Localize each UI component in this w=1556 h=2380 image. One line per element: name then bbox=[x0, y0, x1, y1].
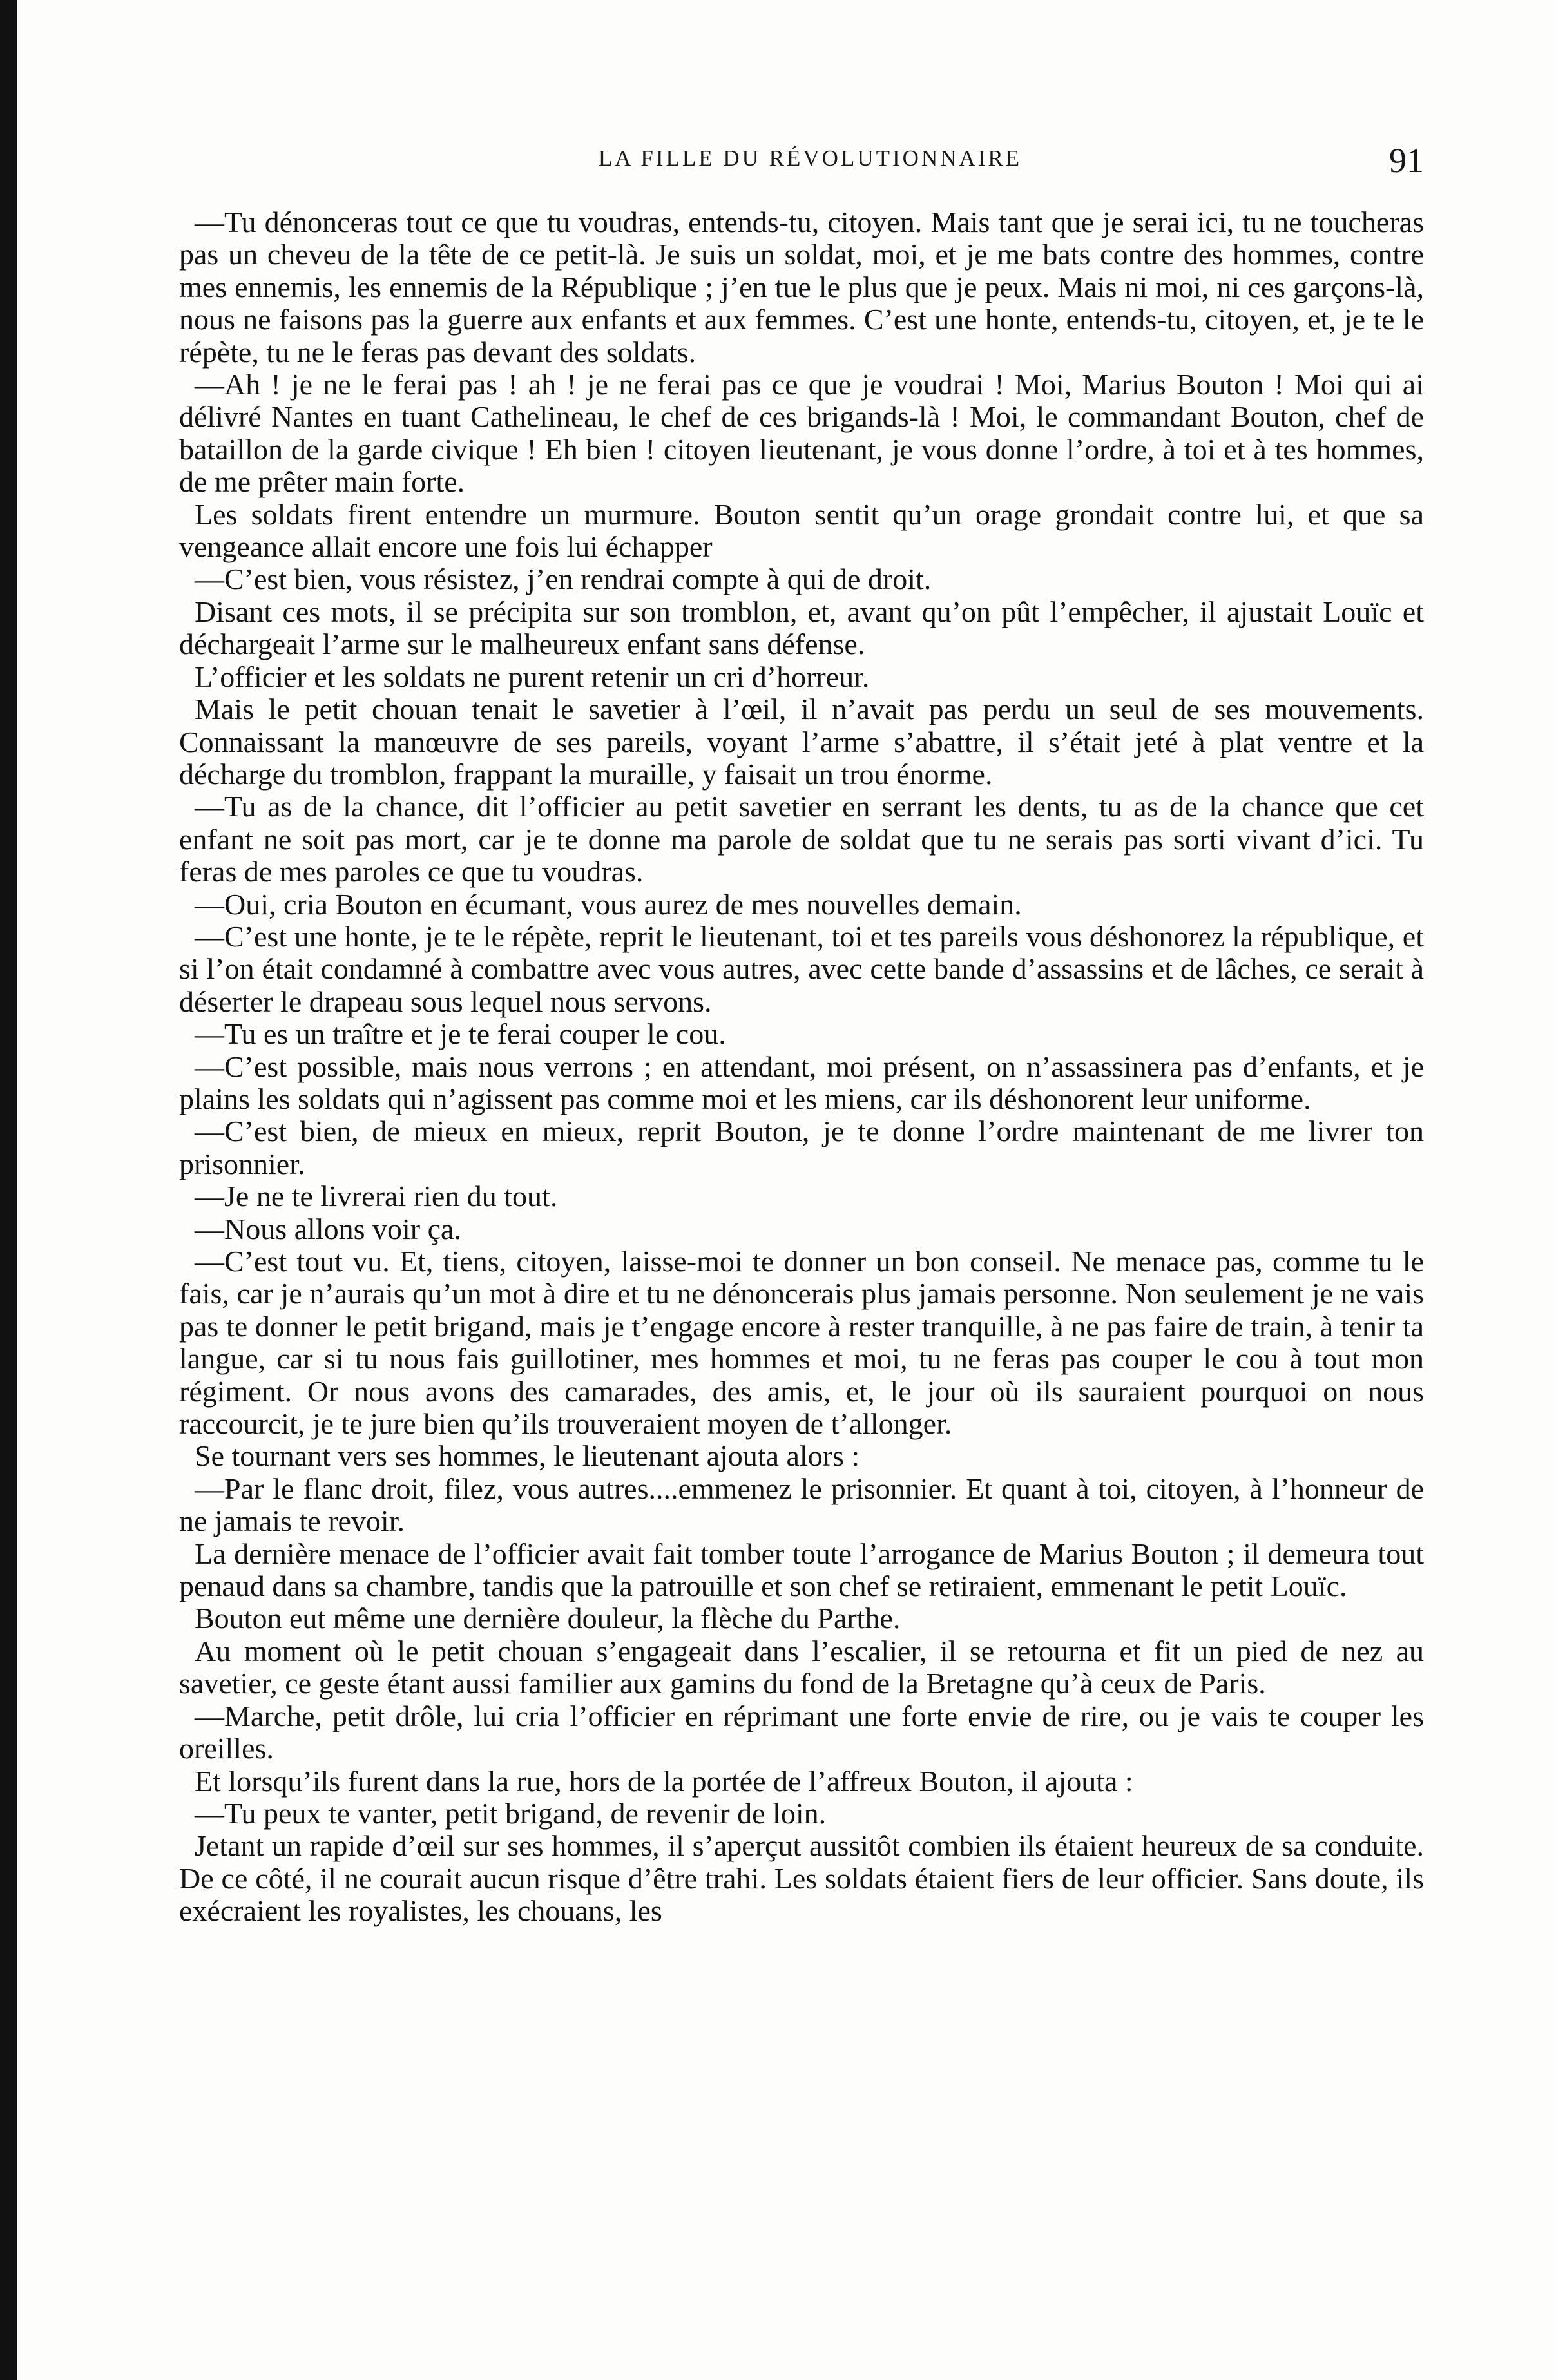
paragraph: Au moment où le petit chouan s’engageait dans l’escalier, il se retourna et fit un pied de nez au savetier, ce geste étant aussi familier aux gamins du fond de la Bretagne qu’à ceux de Paris. bbox=[179, 1634, 1424, 1700]
paragraph: —Tu as de la chance, dit l’officier au petit savetier en serrant les dents, tu as de la chance que cet enfant ne soit pas mort, car je te donne ma parole de soldat que tu ne serais pas sorti vivant d’ici. Tu feras de mes paroles ce que tu voudras. bbox=[179, 790, 1424, 888]
paragraph: —Marche, petit drôle, lui cria l’officier en réprimant une forte envie de rire, ou je vais te couper les oreilles. bbox=[179, 1699, 1424, 1765]
body-text bbox=[179, 206, 1424, 1928]
binding-edge bbox=[0, 0, 17, 2380]
running-title: LA FILLE DU RÉVOLUTIONNAIRE bbox=[598, 146, 1023, 171]
paragraph: Mais le petit chouan tenait le savetier à l’œil, il n’avait pas perdu un seul de ses mouvements. Connaissant la manœuvre de ses pareils, voyant l’arme s’abattre, il s’était jeté à plat ventre et la décharge du tromblon, frappant la muraille, y faisait un trou énorme. bbox=[179, 693, 1424, 791]
paragraph: —C’est bien, vous résistez, j’en rendrai compte à qui de droit. bbox=[195, 562, 932, 596]
paragraph: —Tu es un traître et je te ferai couper le cou. bbox=[195, 1017, 726, 1051]
paragraph: Les soldats firent entendre un murmure. Bouton sentit qu’un orage grondait contre lui, et que sa vengeance allait encore une fois lui échapper bbox=[179, 497, 1424, 564]
paragraph: —Ah ! je ne le ferai pas ! ah ! je ne ferai pas ce que je voudrai ! Moi, Marius Bouton ! Moi qui ai délivré Nantes en tuant Cathelineau, le chef de ces brigands-là ! Moi, le commandant Bouton, chef de bataillon de la garde civique ! Eh bien ! citoyen lieutenant, je vous donne l’ordre, à toi et à tes hommes, de me prêter main forte. bbox=[179, 368, 1424, 499]
page-header bbox=[197, 140, 1424, 186]
paragraph: Bouton eut même une dernière douleur, la flèche du Parthe. bbox=[195, 1602, 901, 1635]
paragraph: —C’est une honte, je te le répète, reprit le lieutenant, toi et tes pareils vous déshonorez la république, et si l’on était condamné à combattre avec vous autres, avec cette bande d’assassins et de lâches, ce serait à déserter le drapeau sous lequel nous servons. bbox=[179, 919, 1424, 1018]
paragraph: Disant ces mots, il se précipita sur son tromblon, et, avant qu’on pût l’empêcher, il ajustait Louïc et déchargeait l’arme sur le malheureux enfant sans défense. bbox=[179, 595, 1424, 661]
paragraph: Se tournant vers ses hommes, le lieutenant ajouta alors : bbox=[195, 1439, 860, 1473]
paragraph: La dernière menace de l’officier avait fait tomber toute l’arrogance de Marius Bouton ; il demeura tout penaud dans sa chambre, tandis que la patrouille et son chef se retiraient, emmenant le petit Louïc. bbox=[179, 1537, 1424, 1603]
paragraph: —C’est possible, mais nous verrons ; en attendant, moi présent, on n’assassinera pas d’enfants, et je plains les soldats qui n’agissent pas comme moi et les miens, car ils déshonorent leur uniforme. bbox=[179, 1050, 1424, 1115]
paragraph: —C’est tout vu. Et, tiens, citoyen, laisse-moi te donner un bon conseil. Ne menace pas, comme tu le fais, car je n’aurais qu’un mot à dire et tu ne dénoncerais plus jamais personne. Non seulement je ne vais pas te donner le petit brigand, mais je t’engage encore à rester tranquille, à ne pas faire de train, à tenir ta langue, car si tu nous fais guillotiner, mes hommes et moi, tu ne feras pas couper le cou à tout mon régiment. Or nous avons des camarades, des amis, et, le jour où ils sauraient pourquoi on nous raccourcit, je te jure bien qu’ils trouveraient moyen de t’allonger. bbox=[179, 1245, 1424, 1441]
page-number: 91 bbox=[1389, 141, 1424, 180]
paragraph: Jetant un rapide d’œil sur ses hommes, il s’aperçut aussitôt combien ils étaient heureux de sa conduite. De ce côté, il ne courait aucun risque d’être trahi. Les soldats étaient fiers de leur officier. Sans doute, ils exécraient les royalistes, les chouans, les bbox=[179, 1829, 1424, 1928]
paragraph: —Par le flanc droit, filez, vous autres....emmenez le prisonnier. Et quant à toi, citoyen, à l’honneur de ne jamais te revoir. bbox=[179, 1472, 1424, 1538]
paragraph: Et lorsqu’ils furent dans la rue, hors de la portée de l’affreux Bouton, il ajouta : bbox=[195, 1764, 1133, 1798]
paragraph: —C’est bien, de mieux en mieux, reprit Bouton, je te donne l’ordre maintenant de me livrer ton prisonnier. bbox=[179, 1115, 1424, 1180]
paragraph: —Nous allons voir ça. bbox=[195, 1212, 461, 1245]
paragraph: L’officier et les soldats ne purent retenir un cri d’horreur. bbox=[195, 660, 870, 693]
paragraph: —Oui, cria Bouton en écumant, vous aurez de mes nouvelles demain. bbox=[195, 887, 1022, 921]
paragraph: —Tu dénonceras tout ce que tu voudras, entends-tu, citoyen. Mais tant que je serai ici, tu ne toucheras pas un cheveu de la tête de ce petit-là. Je suis un soldat, moi, et je me bats contre des hommes, contre mes ennemis, les ennemis de la République ; j’en tue le plus que je peux. Mais ni moi, ni ces garçons-là, nous ne faisons pas la guerre aux enfants et aux femmes. C’est une honte, entends-tu, citoyen, et, je te le répète, tu ne le feras pas devant des soldats. bbox=[179, 206, 1424, 369]
paragraph: —Je ne te livrerai rien du tout. bbox=[195, 1180, 558, 1213]
paragraph: —Tu peux te vanter, petit brigand, de revenir de loin. bbox=[195, 1796, 827, 1830]
